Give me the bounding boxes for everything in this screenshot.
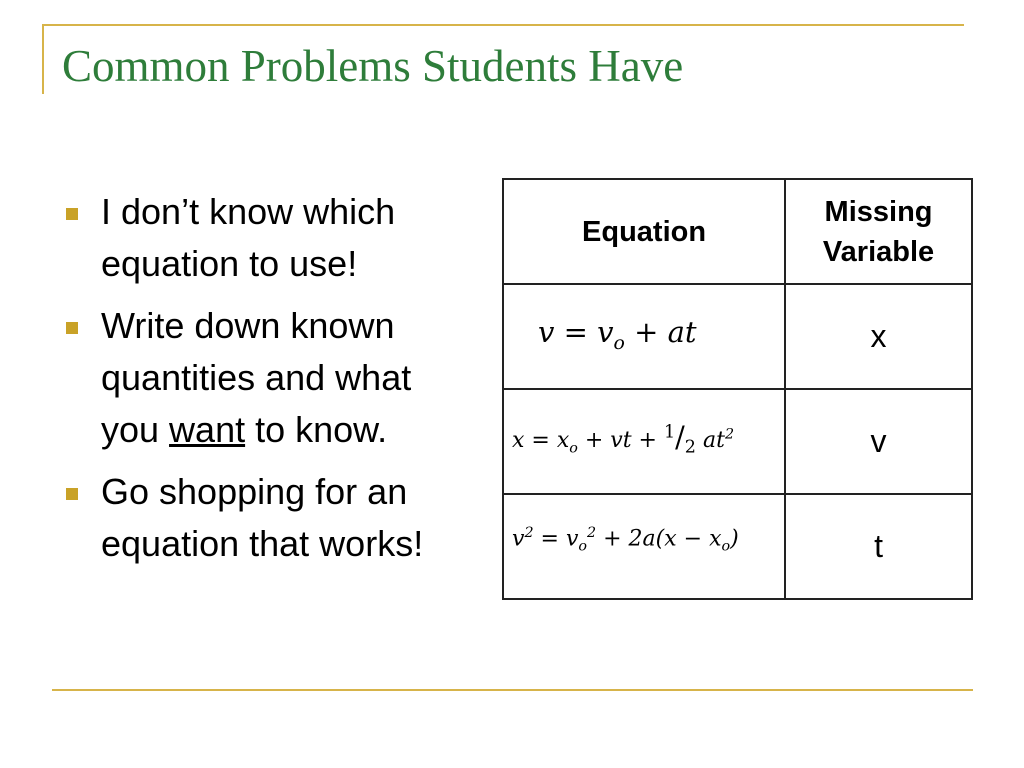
bullet-line: Go shopping for an bbox=[101, 471, 408, 512]
header-missing-line1: Missing bbox=[824, 195, 933, 228]
missing-variable-cell: v bbox=[785, 389, 972, 494]
kinematics-table bbox=[502, 178, 973, 600]
square-bullet-icon bbox=[66, 322, 78, 334]
bullet-line: I don’t know which bbox=[101, 191, 396, 232]
bullet-line-post: to know. bbox=[245, 409, 388, 450]
slide-title: Common Problems Students Have bbox=[62, 41, 684, 91]
bullet-line: equation that works! bbox=[101, 523, 424, 564]
bottom-rule bbox=[52, 689, 973, 691]
equation-cell bbox=[503, 284, 785, 389]
bullet-line-pre: you bbox=[101, 409, 170, 450]
table-header-row bbox=[503, 179, 972, 284]
top-rule bbox=[42, 24, 964, 26]
bullet-item bbox=[62, 466, 492, 570]
bullet-item bbox=[62, 300, 492, 456]
equation-cell bbox=[503, 494, 785, 599]
header-missing-variable bbox=[785, 179, 972, 284]
bullet-list bbox=[62, 186, 492, 580]
missing-variable-cell: t bbox=[785, 494, 972, 599]
table-row bbox=[503, 284, 972, 389]
bullet-item bbox=[62, 186, 492, 290]
header-equation: Equation bbox=[503, 179, 785, 284]
underlined-word: want bbox=[169, 409, 246, 450]
header-missing-line2: Variable bbox=[822, 235, 935, 268]
equation-position: $x = x_o$ + vt + $^1/_2$ $at^2$ bbox=[512, 420, 735, 458]
missing-variable-cell: x bbox=[785, 284, 972, 389]
table-row bbox=[503, 389, 972, 494]
left-rule bbox=[42, 24, 44, 94]
bullet-line: Write down known bbox=[101, 305, 395, 346]
equation-velocity: $v = v_o$ + at bbox=[538, 315, 697, 354]
equation-timeless: $v^2 = v_o^2 + 2a(x - x_o)$ bbox=[512, 525, 739, 555]
equation-cell bbox=[503, 389, 785, 494]
bullet-line: quantities and what bbox=[101, 357, 412, 398]
square-bullet-icon bbox=[66, 208, 78, 220]
bullet-line: equation to use! bbox=[101, 243, 358, 284]
square-bullet-icon bbox=[66, 488, 78, 500]
table-row bbox=[503, 494, 972, 599]
